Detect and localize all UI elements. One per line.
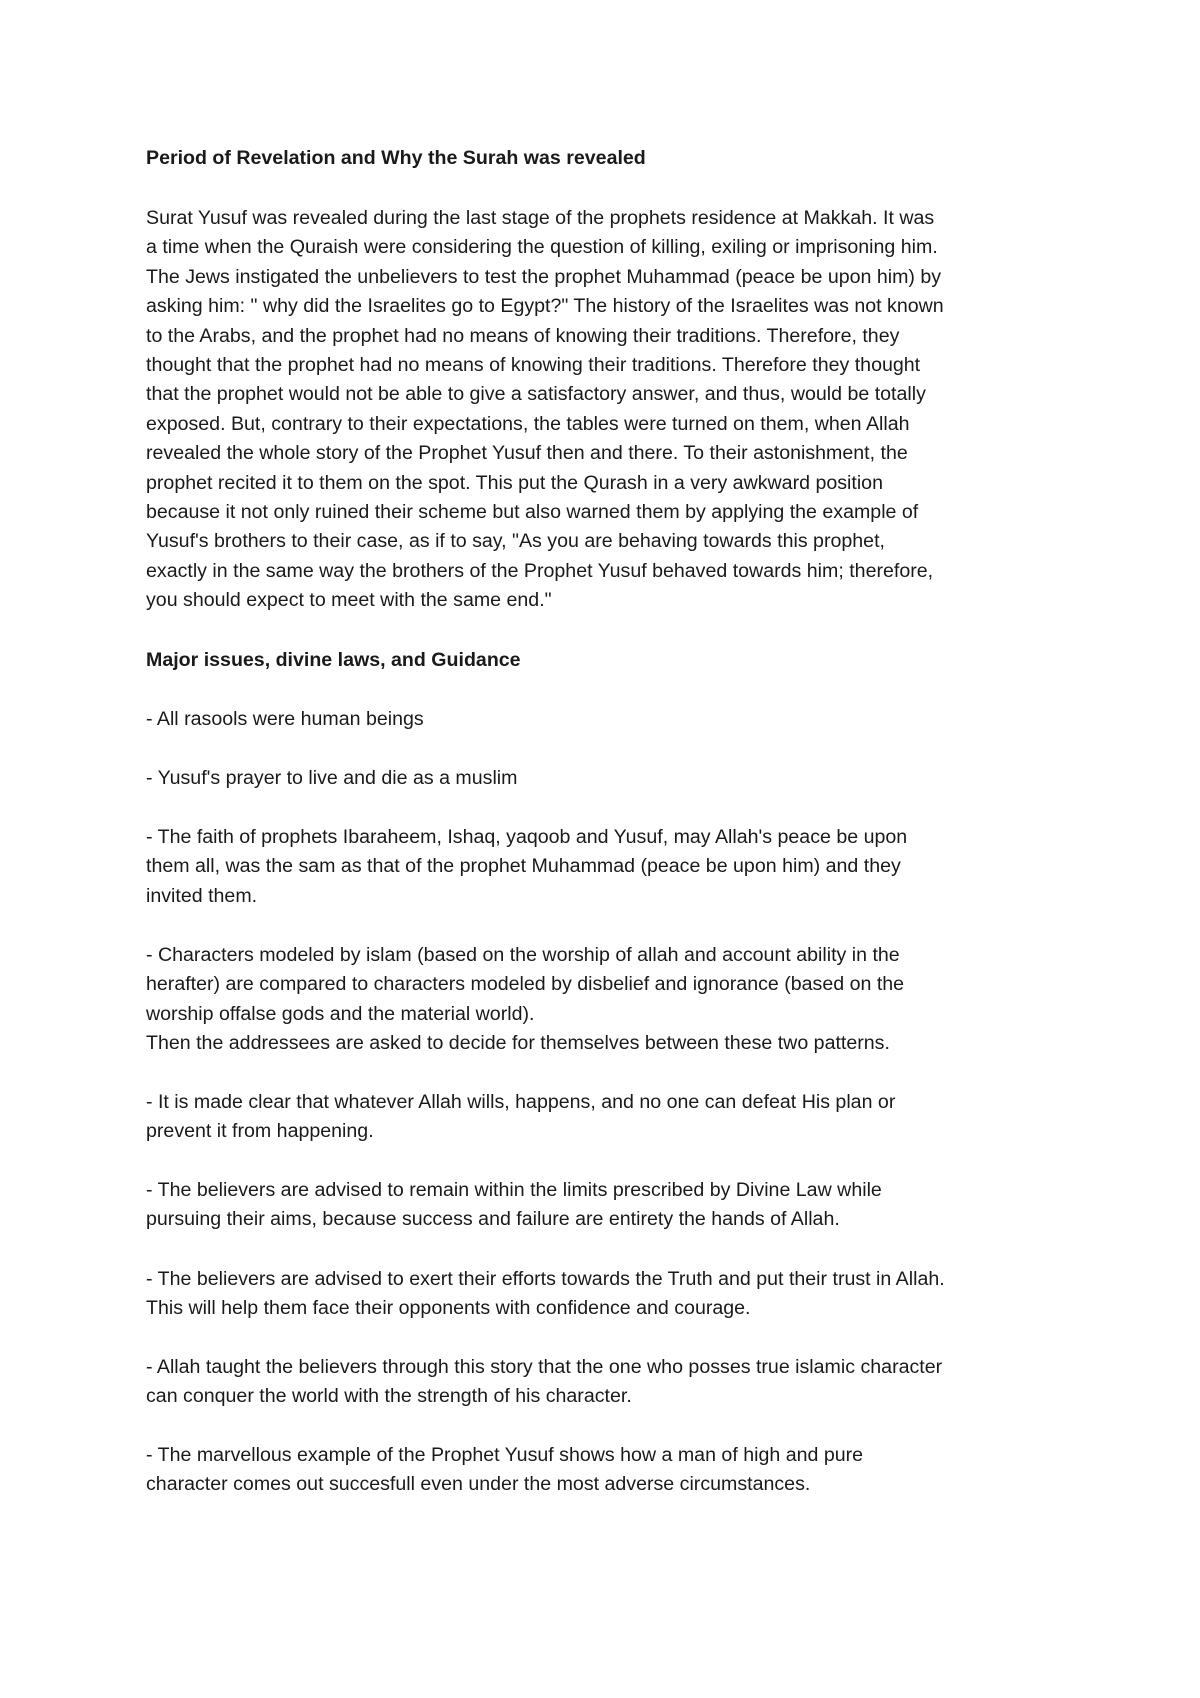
paragraph-line: exposed. But, contrary to their expectations, the tables were turned on them, when Allah [146, 412, 910, 435]
paragraph-line: Yusuf's brothers to their case, as if to say, "As you are behaving towards this prophet, [146, 530, 885, 553]
list-item-line: can conquer the world with the strength of his character. [146, 1385, 632, 1408]
list-item [146, 705, 424, 734]
list-item [146, 764, 517, 793]
paragraph-line: that the prophet would not be able to give a satisfactory answer, and thus, would be totally [146, 383, 926, 406]
paragraph-line: thought that the prophet had no means of knowing their traditions. Therefore they thought [146, 354, 921, 377]
paragraph-line: Surat Yusuf was revealed during the last stage of the prophets residence at Makkah. It was [146, 207, 935, 229]
list-item [146, 941, 904, 1059]
paragraph-line: to the Arabs, and the prophet had no means of knowing their traditions. Therefore, they [146, 324, 900, 347]
paragraph-line: a time when the Quraish were considering the question of killing, exiling or imprisoning him. [146, 236, 938, 259]
list-item [146, 823, 907, 911]
list-item [146, 1353, 942, 1412]
list-item-line: pursuing their aims, because success and failure are entirety the hands of Allah. [146, 1208, 840, 1231]
list-item-line: worship offalse gods and the material world). [146, 1002, 535, 1025]
list-item [146, 1265, 945, 1324]
list-item-line: - The believers are advised to remain within the limits prescribed by Divine Law while [146, 1179, 882, 1201]
section-heading-revelation: Period of Revelation and Why the Surah was revealed [146, 147, 646, 169]
list-item [146, 1176, 882, 1235]
list-item-line: - Allah taught the believers through this story that the one who posses true islamic character [146, 1356, 943, 1378]
paragraph-line: exactly in the same way the brothers of the Prophet Yusuf behaved towards him; therefore, [146, 559, 934, 582]
list-item-line: - The faith of prophets Ibaraheem, Ishaq, yaqoob and Yusuf, may Allah's peace be upon [146, 826, 908, 848]
paragraph-line: The Jews instigated the unbelievers to test the prophet Muhammad (peace be upon him) by [146, 265, 942, 288]
paragraph-line: because it not only ruined their scheme but also warned them by applying the example of [146, 501, 919, 524]
list-item-line: - Characters modeled by islam (based on the worship of allah and account ability in the [146, 944, 900, 966]
list-item [146, 1088, 895, 1147]
paragraph-line: you should expect to meet with the same end." [146, 589, 552, 612]
list-item-line: - The believers are advised to exert their efforts towards the Truth and put their trust in Allah. [146, 1268, 945, 1290]
list-item-line: - The marvellous example of the Prophet Yusuf shows how a man of high and pure [146, 1444, 864, 1466]
list-item-line: herafter) are compared to characters modeled by disbelief and ignorance (based on the [146, 973, 905, 996]
list-item-line: character comes out succesfull even under the most adverse circumstances. [146, 1473, 811, 1496]
paragraph-line: prophet recited it to them on the spot. This put the Qurash in a very awkward position [146, 471, 883, 494]
list-item-line: them all, was the sam as that of the prophet Muhammad (peace be upon him) and they [146, 855, 901, 878]
paragraph-line: revealed the whole story of the Prophet Yusuf then and there. To their astonishment, the [146, 442, 908, 465]
list-item-line: - Yusuf's prayer to live and die as a muslim [146, 767, 518, 789]
paragraph-revelation [146, 204, 944, 616]
paragraph-line: asking him: " why did the Israelites go to Egypt?" The history of the Israelites was not known [146, 295, 944, 318]
list-item [146, 1441, 863, 1500]
section-heading-major-issues: Major issues, divine laws, and Guidance [146, 649, 521, 671]
list-item-line: - All rasools were human beings [146, 708, 424, 730]
list-item-line: Then the addressees are asked to decide for themselves between these two patterns. [146, 1032, 890, 1055]
list-item-line: prevent it from happening. [146, 1120, 374, 1143]
list-item-line: - It is made clear that whatever Allah wills, happens, and no one can defeat His plan or [146, 1091, 896, 1113]
list-item-line: This will help them face their opponents with confidence and courage. [146, 1297, 751, 1320]
list-item-line: invited them. [146, 884, 258, 907]
